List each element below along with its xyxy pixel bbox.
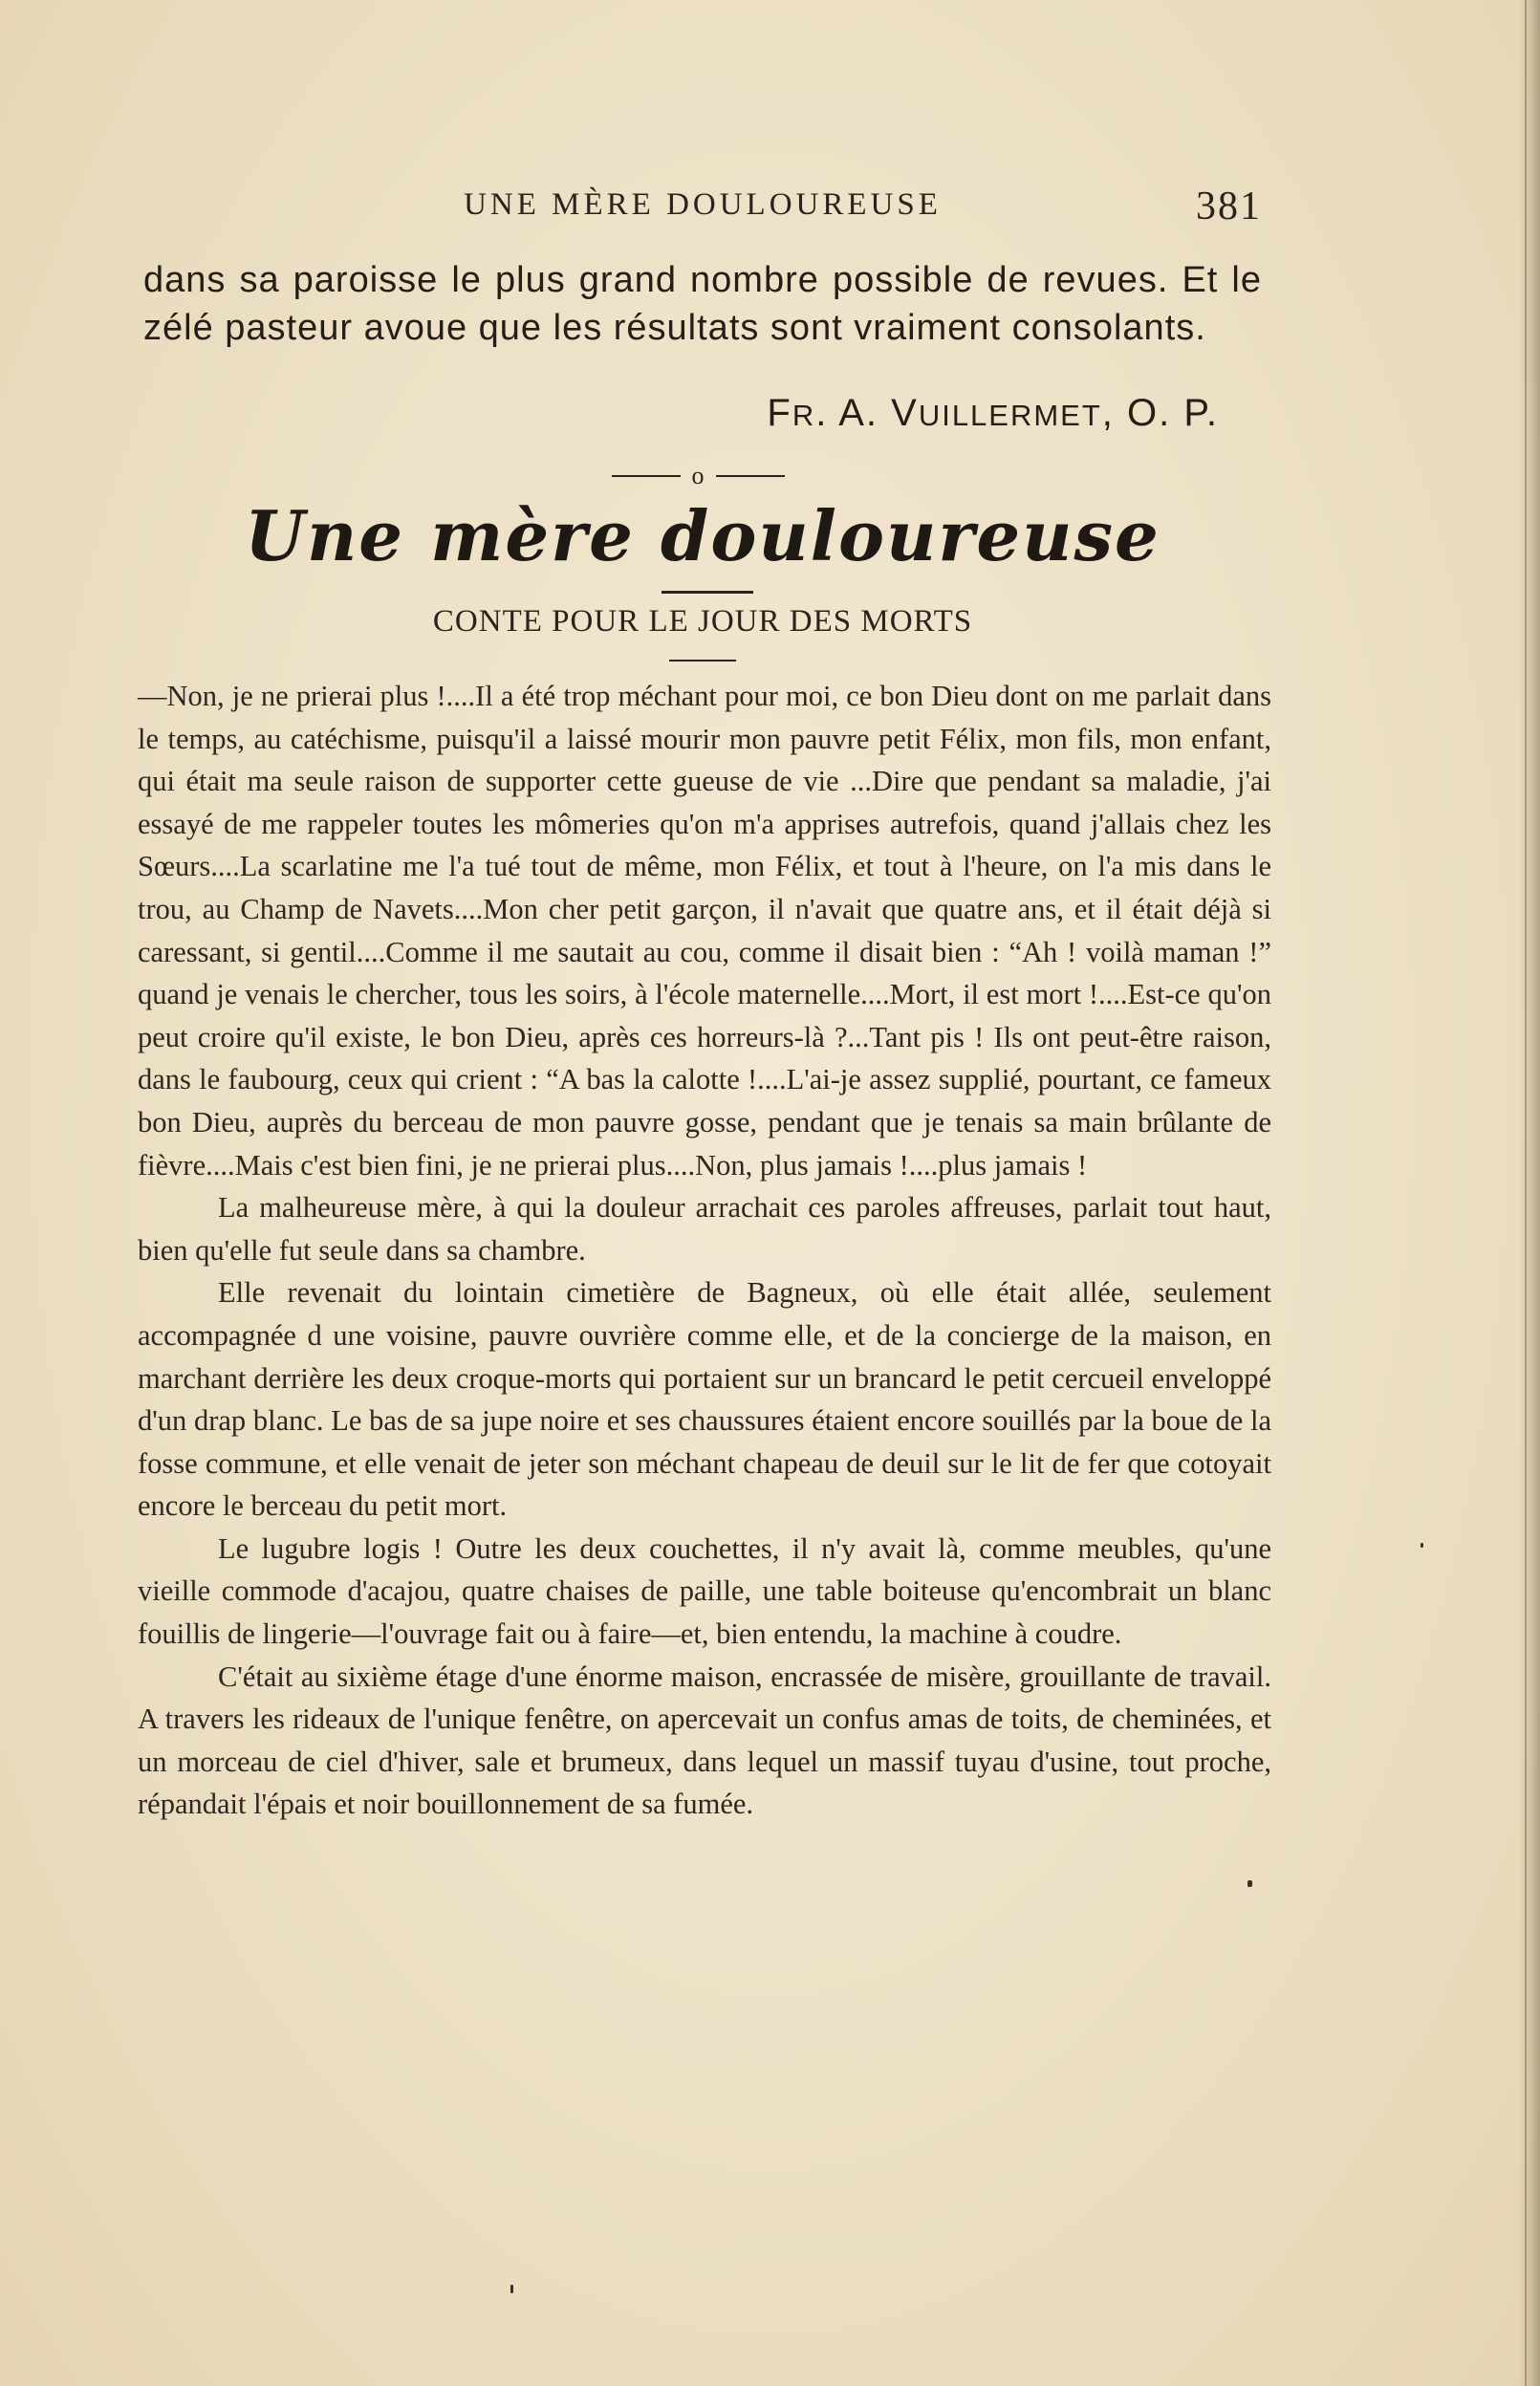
- signature-initial: F: [767, 392, 792, 434]
- paragraph-2: La malheureuse mère, à qui la douleur arrachait ces paroles affreuses, parlait tout haut, bien qu'elle fut seule dans sa chambre.: [138, 1191, 1271, 1267]
- signature-end: , O. P.: [1101, 392, 1219, 434]
- running-head: [143, 184, 1262, 233]
- page-edge-shadow: [1519, 0, 1540, 2386]
- section-separator: [593, 457, 803, 495]
- paragraph-4: Le lugubre logis ! Outre les deux couchettes, il n'y avait là, comme meubles, qu'une vieille commode d'acajou, quatre chaises de paille, une table boiteuse qu'encombrait un blanc fouillis de lingerie—l'ouvrage fait ou à faire—et, bien entendu, la machine à coudre.: [138, 1531, 1271, 1651]
- ink-speck: [1247, 1880, 1252, 1887]
- previous-article-ending: dans sa paroisse le plus grand nombre possible de revues. Et le zélé pasteur avoue que les résultats sont vraiment consolants.: [143, 260, 1262, 348]
- paragraph-5: C'était au sixième étage d'une énorme maison, encrassée de misère, grouillante de travail. A travers les rideaux de l'unique fenêtre, on apercevait un confus amas de toits, de cheminées, et un morceau de ciel d'hiver, sale et brumeux, dans lequel un massif tuyau d'usine, tout proche, répandait l'épais et noir bouillonnement de sa fumée.: [138, 1659, 1271, 1821]
- paragraph-3: Elle revenait du lointain cimetière de Bagneux, où elle était allée, seulement accompagnée d une voisine, pauvre ouvrière comme elle, et de la concierge de la maison, en marchant derrière les deux croque-morts qui portaient sur un brancard le petit cercueil enveloppé d'un drap blanc. Le bas de sa jupe noire et ses chaussures étaient encore souillés par la boue de la fosse commune, et elle venait de jeter son méchant chapeau de deuil sur le lit de fer que cotoyait encore le berceau du petit mort.: [138, 1276, 1271, 1523]
- paper-speck: [1421, 1543, 1423, 1548]
- subtitle-rule: [669, 660, 736, 662]
- signature-middle: . A. V: [815, 392, 919, 434]
- separator-ornament: o: [691, 462, 705, 489]
- running-head-title: UNE MÈRE DOULOUREUSE: [464, 187, 942, 222]
- article-subtitle: CONTE POUR LE JOUR DES MORTS: [432, 604, 973, 639]
- separator-line-left: [612, 475, 681, 477]
- separator-line-right: [716, 475, 785, 477]
- title-rule: [662, 591, 753, 594]
- paper-speck: [510, 2285, 513, 2293]
- paragraph-1: —Non, je ne prierai plus !....Il a été trop méchant pour moi, ce bon Dieu dont on me parlait dans le temps, au catéchisme, puisqu'il a laissé mourir mon pauvre petit Félix, mon fils, mon enfant, qui était ma seule raison de supporter cette gueuse de vie ...Dire que pendant sa maladie, j'ai essayé de me rappeler toutes les mômeries qu'on m'a apprises autrefois, quand j'allais chez les Sœurs....La scarlatine me l'a tué tout de même, mon Félix, et tout à l'heure, on l'a mis dans le trou, au Champ de Navets....Mon cher petit garçon, il n'avait que quatre ans, et il était déjà si caressant, si gentil....Comme il me sautait au cou, comme il disait bien : “Ah ! voilà maman !” quand je venais le chercher, tous les soirs, à l'école maternelle....Mort, il est mort !....Est-ce qu'on peut croire qu'il existe, le bon Dieu, après ces horreurs-là ?...Tant pis ! Ils ont peut-être raison, dans le faubourg, ceux qui crient : “A bas la calotte !....L'ai-je assez supplié, pourtant, ce fameux bon Dieu, auprès du berceau de mon pauvre gosse, pendant que je tenais sa main brûlante de fièvre....Mais c'est bien fini, je ne prierai plus....Non, plus jamais !....plus jamais !: [138, 680, 1271, 1182]
- author-signature: [143, 392, 1219, 435]
- signature-smallcaps-2: UILLERMET: [918, 399, 1102, 432]
- page-number: 381: [1196, 184, 1262, 228]
- article-title: Une mère douloureuse: [245, 495, 1160, 576]
- article-body: [138, 675, 1271, 1826]
- signature-smallcaps-1: R: [792, 399, 816, 432]
